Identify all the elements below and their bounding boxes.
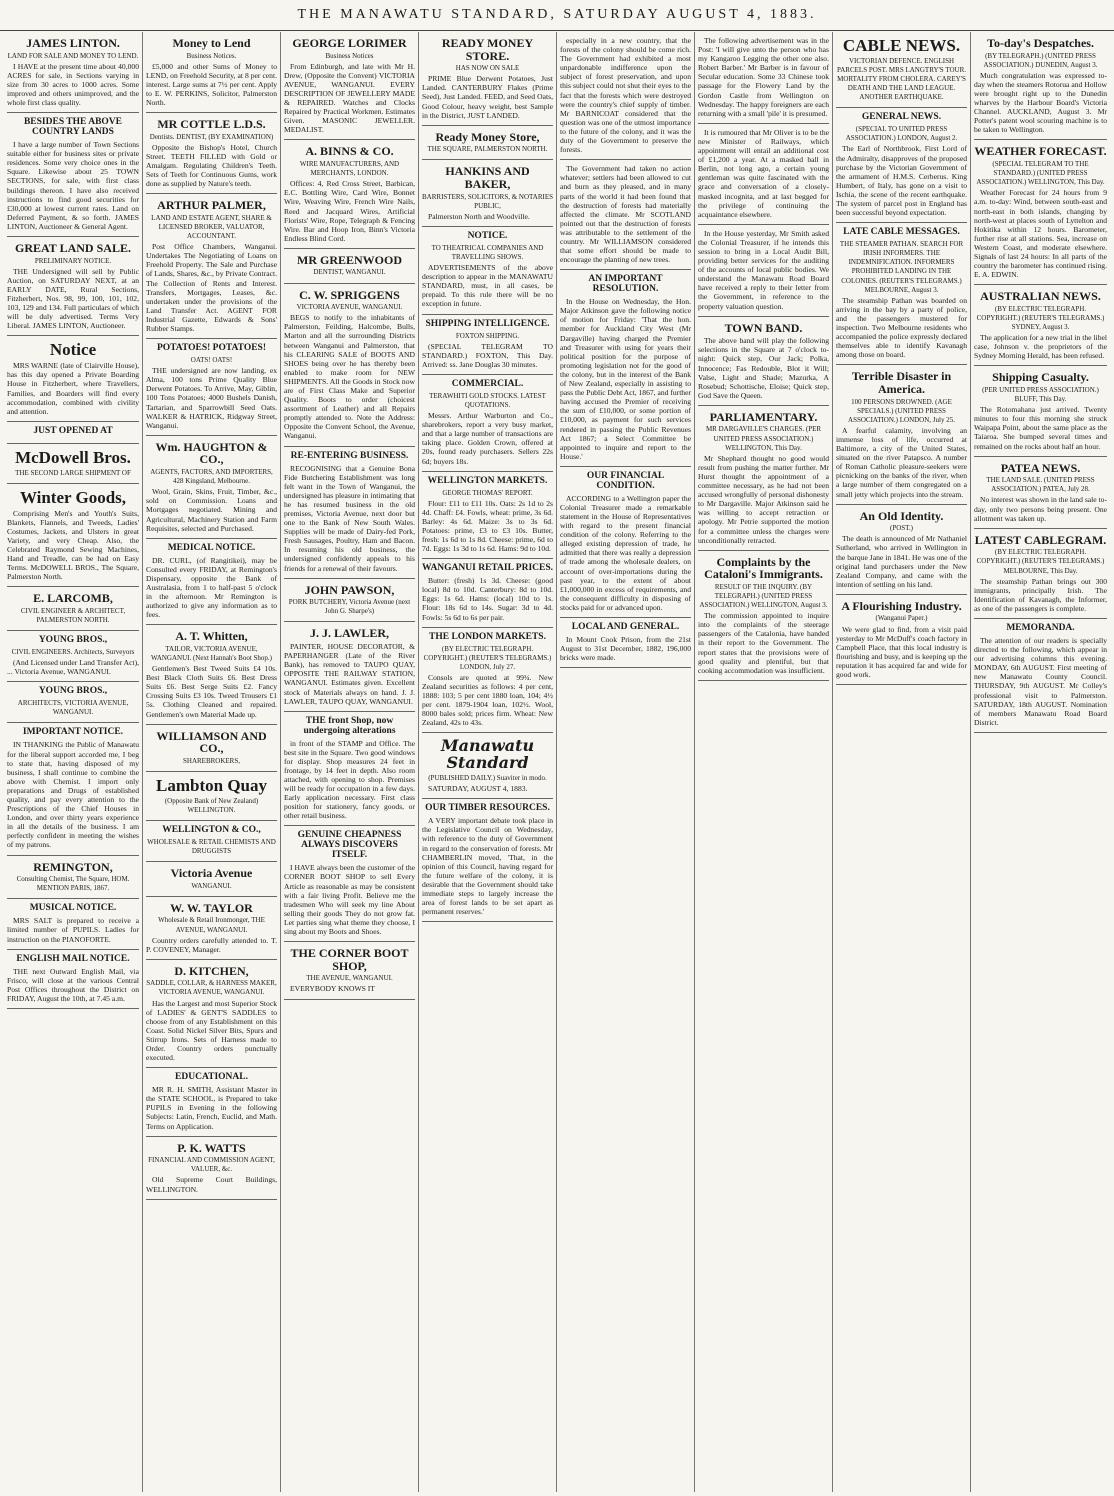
subheadline: (SPECIAL TO UNITED PRESS ASSOCIATION.) LONDON, August 2. [845, 125, 958, 143]
article-text: It is rumoured that Mr Oliver is to be the new Minister of Railways, which appointment will entail an additional cost of £1,200 a year. At a masked ball in Berlin, not long ago, a certain young gentleman was quite fascinated with the grace and conversation of a closely-masked incognita, and at last begged for the privilege of continuing the acquaintance elsewhere. [698, 127, 829, 219]
article-block [974, 619, 1107, 733]
column-8 [971, 32, 1110, 1492]
article-block [7, 336, 139, 421]
article-block [974, 457, 1107, 529]
subheadline: WHOLESALE & RETAIL CHEMISTS AND DRUGGISTS [147, 837, 276, 856]
subheadline: 100 PERSONS DROWNED. (AGE SPECIALS.) (UNITED PRESS ASSOCIATION.) LONDON, July 25. [848, 397, 955, 424]
article-text: Butter: (fresh) 1s 3d. Cheese: (good local) 8d to 10d. Canterbury: 8d to 10d. Eggs: 1s 6d. Hams: (local) 10d to 1s. Flour: 18s 6d to 14s. Sugar: 3d to 4d. Fowls: 5s 6d to 6s per pair. [422, 576, 553, 622]
article-block [974, 529, 1107, 619]
subheadline: SADDLE, COLLAR, & HARNESS MAKER, VICTORIA AVENUE, WANGANUI. [146, 979, 277, 997]
subheadline: (BY TELEGRAPH.) (UNITED PRESS ASSOCIATION.) DUNEDIN, August 3. [983, 51, 1098, 69]
headline: Money to Lend [172, 36, 251, 50]
headline: JOHN PAWSON, [304, 582, 395, 597]
article-block [146, 194, 277, 339]
subheadline: Wholesale & Retail Ironmonger, THE AVENUE, WANGANUI. [158, 916, 265, 934]
article-block [146, 1137, 277, 1200]
headline: An Old Identity. [859, 508, 944, 523]
subheadline: CIVIL ENGINEERS. Architects, Surveyors [11, 648, 135, 657]
article-block [7, 950, 139, 1009]
headline: YOUNG BROS., [38, 635, 108, 646]
subheadline: THE SECOND LARGE SHIPMENT OF [15, 468, 131, 477]
article-block [7, 856, 139, 900]
article-text: No interest was shown in the land sale to-day, only two persons being present. One allotment was taken up. [974, 495, 1107, 523]
article-block [836, 365, 967, 504]
headline: To-day's Despatches. [987, 36, 1094, 50]
article-text: I HAVE at the present time about 40,000 ACRES for sale, in Sections varying in size from 30 acres to 1000 acres. Some improved and others unimproved, and the whole first class quality. [7, 61, 139, 108]
column-2 [143, 32, 281, 1492]
subheadline: WANGANUI. [191, 881, 232, 890]
subheadline: AGENTS, FACTORS, AND IMPORTERS, 428 Kingsland, Melbourne. [150, 468, 273, 486]
headline: WEATHER FORECAST. [974, 144, 1107, 159]
headline: GEORGE LORIMER [292, 36, 407, 50]
headline: MEMORANDA. [1006, 622, 1075, 633]
subheadline: ARCHITECTS, VICTORIA AVENUE, WANGANUI. [17, 699, 129, 717]
article-block [560, 618, 691, 668]
subheadline: (Opposite Bank of New Zealand) WELLINGTON. [164, 796, 259, 814]
subheadline: OATS! OATS! [190, 356, 233, 365]
article-block [146, 862, 277, 897]
article-text: Much congratulation was expressed to-day when the steamers Rotorua and Hollow were brought right up to the Dunedin wharves by the Harbour Board's Victoria Channel. AUCKLAND, August 3. Mr Potter's patent wool scouring machine is to be taken to Wellington. [974, 70, 1107, 135]
headline: Ready Money Store, [435, 129, 540, 144]
column-6 [695, 32, 833, 1492]
article-block [284, 826, 415, 942]
headline: THE front Shop, now undergoing alterations [303, 715, 396, 736]
article-block [146, 339, 277, 436]
article-block [7, 113, 139, 237]
subheadline: LAND FOR SALE AND MONEY TO LEND. [7, 51, 139, 60]
article-text: The commission appointed to inquire into the complaints of the steerage passengers of the Catalonia, have handed in their report to the Government. The report states that the provisions were of good quality and plentiful, but that cooking accommodation was insufficient. [698, 611, 829, 675]
article-block [7, 899, 139, 949]
headline: Lambton Quay [156, 775, 267, 795]
headline: LOCAL AND GENERAL. [571, 622, 680, 633]
article-block [284, 712, 415, 827]
article-block [422, 375, 553, 472]
headline: TOWN BAND. [724, 320, 803, 335]
subheadline: (SPECIAL TELEGRAM TO THE STANDARD.) (UNITED PRESS ASSOCIATION.) WELLINGTON, This Day. [976, 160, 1105, 187]
headline: W. W. TAYLOR [170, 900, 253, 915]
article-block [974, 140, 1107, 285]
article-text: I HAVE always been the customer of the CORNER BOOT SHOP to sell Every Article as reasonable as may be consistent with a fair living Profit. Believe me the tradesmen Who will seek my line About selling their goods They do not grow fat. Let parties sing what theme they choose, I sing about my Boots and Shoes. [284, 863, 415, 937]
headline: BESIDES THE ABOVE COUNTRY LANDS [23, 117, 123, 138]
headline: A Flourishing Industry. [841, 598, 962, 613]
article-text: Comprising Men's and Youth's Suits, Blankets, Flannels, and Tweeds, Ladies' Costumes, Jackets, and Ulsters in great Variety, and very Cheap. Also, the Celebrated Raymond Sewing Machines, Hand and Treadle, can be had on Easy Terms. McDOWELL BROS., The Square, Palmerston North. [7, 508, 139, 582]
subheadline: TERAWHITI GOLD STOCKS. LATEST QUOTATIONS. [429, 391, 546, 409]
article-text: The Earl of Northbrook, First Lord of the Admiralty, disapproves of the proposed purchase by the Victorian Government of the armament of H.M.S. Cerberus. King Humbert, of Italy, has gone on a visit to Ischia, the scene of the recent earthquake. The system of parcel post in England has been successful beyond expectation. [836, 144, 967, 218]
article-text: The following advertisement was in the Post: 'I will give unto the person who has my Kangaroo Legging the other one also. Robert Barber.' Mr Barber is in favour of Secular education. Some 33 Chinese took passage for the Flowery Land by the Gordon Castle from Wellington on Wednesday. The happy foreigners are each returning with a small 'pile' it is presumed. [698, 36, 829, 118]
headline: WELLINGTON & CO., [162, 824, 261, 835]
article-text: Old Supreme Court Buildings, WELLINGTON. [146, 1175, 277, 1194]
article-block [146, 725, 277, 772]
article-block [974, 366, 1107, 456]
headline: Victoria Avenue [170, 866, 253, 881]
article-block [560, 32, 691, 160]
article-block [836, 32, 967, 108]
article-block [7, 682, 139, 723]
article-text: A fearful calamity, involving an immense loss of life, occurred at Baltimore, a city of the United States, situated on the river Patapsco. A number of Roman Catholic pleasure-seekers were picnicking on the banks of the river, when a large number of them congregated on a small jetty which projects into the stream. [836, 425, 967, 499]
subheadline: (BY ELECTRIC TELEGRAPH. COPYRIGHT.) (REUTER'S TELEGRAMS.) LONDON, July 27. [423, 644, 552, 671]
subheadline: THE AVENUE, WANGANUI. [306, 974, 393, 983]
headline: Wm. HAUGHTON & CO., [155, 439, 268, 467]
subheadline: THE SQUARE, PALMERSTON NORTH. [427, 145, 548, 154]
headline: HANKINS AND BAKER, [445, 164, 530, 192]
column-3 [281, 32, 419, 1492]
article-block [284, 579, 415, 623]
article-block [284, 249, 415, 284]
article-block [146, 1068, 277, 1136]
subheadline: (POST.) [889, 524, 913, 533]
article-text: From Edinburgh, and late with Mr H. Drew, (Opposite the Convent) VICTORIA AVENUE, WANGANUI. EVERY DESCRIPTION OF JEWELLERY MADE & REPAIRED. Watches and Clocks Repaired by Practical Workmen. Estimates Given. MASONIC JEWELLER. MEDALIST. [284, 61, 415, 135]
subheadline: (BY ELECTRIC TELEGRAPH. COPYRIGHT.) (REUTER'S TELEGRAMS.) SYDNEY, August 3. [976, 304, 1105, 332]
headline: A. BINNS & CO. [305, 144, 394, 159]
subheadline: (Wanganui Paper.) [875, 614, 928, 623]
article-text: PRIME Blue Derwent Potatoes, Just Landed. CANTERBURY Flakes (Prime Seed), Just Landed. FEED, and Seed Oats, Good Colour, heavy weight, best Sample in the District, JUST LANDED. [422, 74, 553, 120]
subheadline: Business Notices. [186, 51, 237, 60]
article-text: Country orders carefully attended to. T. P. COVENEY, Manager. [146, 935, 277, 954]
article-block [146, 436, 277, 539]
article-block [698, 32, 829, 124]
article-text: DR. CURL, (of Rangitikei), may be Consulted every FRIDAY, at Remington's Dispensary, opposite the Bank of Australasia, from 1 to half-past 5 o'clock in the afternoon. Mr Remington is authorized to give any information as to fees. [146, 555, 277, 620]
article-text: MRS WARNE (late of Clairville House), has this day opened a Private Boarding House in Fitzherbert, where Travellers, Families, and Boarders will find every accommodation, combined with civility and attention. [7, 361, 139, 416]
headline: READY MONEY STORE. [441, 36, 534, 63]
article-text: The steamship Pathan was boarded on arriving in the bay by a party of police, and the passengers mustered for inspection. Two Melbourne residents who accompanied the police expressly declared themselves able to identify Kavanagh among those on board. [836, 295, 967, 360]
subheadline: SHAREBROKERS, [183, 756, 240, 765]
headline: MR COTTLE L.D.S. [157, 117, 266, 132]
headline: AN IMPORTANT RESOLUTION. [588, 274, 663, 295]
article-text: especially in a new country, that the forests of the colony should be come rich. The Government had exhibited a most unpardonable indifference upon the subject of forest preservation, and upon this subject could not shut their eyes to the fact that the forests which were destroyed were the country's chief supply of timber. Mr BARNICOAT considered that the question was one of the utmost importance to the future of the colony, and it was the duty of the Government to preserve the forests. [560, 36, 691, 155]
article-text: The steamship Pathan brings out 300 immigrants, principally Irish. The Identification of Kavanagh, the Informer, as one of the passengers is complete. [974, 576, 1107, 613]
article-text: RECOGNISING that a Genuine Bona Fide Butchering Establishment was long felt want in the Town of Wanganui, the undersigned has pleasure in intimating that he has resumed business in the old premises, Victoria Avenue, next door but one to the Bank of New South Wales. Supplies will be made of Dairy-fed Pork, Fresh Sausages, Poultry, Ham and Bacon. In resuming his old business, the undersigned confidently appeals to his friends for a renewal of their favours. [284, 463, 415, 573]
article-text: The attention of our readers is specially directed to the following, which appear in our advertising columns this evening. MONDAY, 6th AUGUST. First meeting of new Manawatu County Council. THURSDAY, 9th AUGUST. Mr Colley's professional visit to Palmerston. SATURDAY, 18th AUGUST. Nomination of members Manawatu Road Board District. [974, 635, 1107, 727]
headline: MEDICAL NOTICE. [167, 542, 256, 553]
subheadline: TAILOR, VICTORIA AVENUE, WANGANUI. (Next Hannah's Boot Shop.) [150, 644, 273, 662]
subheadline: Consulting Chemist, The Square, HOM. MENTION PARIS, 1867. [16, 875, 130, 893]
article-block [146, 897, 277, 960]
article-block [7, 484, 139, 588]
article-text: THE Undersigned will sell by Public Auction, on SATURDAY NEXT, at an EARLY DATE, Rural Sections, Fitzherbert, Nos. 98, 99, 100, 101, 102, 103, 129 and 134. Full particulars of which will be duly advertised. Terms Very Liberal. JAMES LINTON, Auctioneer. [7, 266, 139, 331]
article-text: ACCORDING to a Wellington paper the Colonial Treasurer made a remarkable statement in the House of Representatives with regard to the present financial condition of the colony. Referring to the alleged existing depression of trade, he admitted that there was really a depression of trade among the wholesale dealers, on account of over-importations during the past year, to the extent of about £1,000,000 in excess of requirements, and the consequent difficulty in disposing of stocks paid for or advanced upon. [560, 493, 691, 612]
headline: COMMERCIAL. [451, 378, 524, 389]
article-text: MRS SALT is prepared to receive a limited number of PUPILS. Ladies for instruction on the PIANOFORTE. [7, 916, 139, 944]
article-text: Has the Largest and most Superior Stock of LADIES' & GENT'S SADDLES to choose from of any Establishment on this Coast. Solid Nickel Silver Bits, Spurs and Stirrup Irons. Sets of Harness made to Order. Country orders punctually executed. [146, 998, 277, 1063]
subheadline: TO THEATRICAL COMPANIES AND TRAVELLING SHOWS. [431, 243, 544, 261]
headline: OUR TIMBER RESOURCES. [425, 803, 550, 814]
subheadline: THE STEAMER PATHAN. SEARCH FOR IRISH INFORMERS. THE INDEMNIFICATION. INFORMERS PROHIBITED LANDING IN THE COLONIES. (REUTER'S TELEGRAMS.) MELBOURNE, August 3. [839, 240, 964, 294]
headline: WILLIAMSON AND CO., [156, 728, 267, 756]
article-block [698, 124, 829, 225]
article-block [560, 467, 691, 618]
headline: YOUNG BROS., [38, 686, 108, 697]
article-block [422, 126, 553, 161]
article-text: ADVERTISEMENTS of the above description to appear in the MANAWATU STANDARD, must, in all cases, be prepaid. To this rule there will be no exception in future. [422, 263, 553, 309]
article-block [146, 960, 277, 1068]
article-block [146, 772, 277, 821]
headline: D. KITCHEN, [174, 963, 249, 978]
subheadline: FINANCIAL AND COMMISSION AGENT, VALUER, &c. [148, 1156, 275, 1174]
headline: MR GREENWOOD [297, 252, 402, 267]
article-block [836, 108, 967, 223]
article-block [7, 32, 139, 113]
article-block [422, 628, 553, 734]
headline: PARLIAMENTARY. [709, 409, 818, 424]
article-block [284, 32, 415, 140]
article-text: We were glad to find, from a visit paid yesterday to Mr McDuff's coach factory in Campbell Place, that this local industry is flourishing and busy, and is keeping up the reputation it has acquired far and wide for good work. [836, 624, 967, 680]
subheadline: GEORGE THOMAS' REPORT. [442, 488, 533, 497]
article-text: The application for a new trial in the libel case, Johnson v. the proprietors of the Sydney Morning Herald, has been refused. [974, 333, 1107, 361]
subheadline: RESULT OF THE INQUIRY. (BY TELEGRAPH.) (UNITED PRESS ASSOCIATION.) WELLINGTON, August 3. [699, 582, 828, 610]
article-text: In Mount Cook Prison, from the 21st August to 31st December, 1882, 196,000 bricks were made. [560, 635, 691, 663]
headline: GENUINE CHEAPNESS ALWAYS DISCOVERS ITSELF. [297, 830, 402, 861]
article-text: The above band will play the following selections in the Square at 7 o'clock to-night: Quick step, Our Jack; Polka, Innocence; Fas Redouble, Blot it Will; Valse, Light and Shade; Mazurka, A Rosebud; Schottische, Eloise; Quick step, God Save the Queen. [698, 336, 829, 400]
headline: CABLE NEWS. [842, 36, 961, 55]
article-block [422, 160, 553, 226]
article-block [7, 723, 139, 855]
article-text: MR R. H. SMITH, Assistant Master in the STATE SCHOOL, is Prepared to take PUPILS in Evening in the following Subjects: Latin, French, Euclid, and Math. Terms on Application. [146, 1085, 277, 1131]
article-text: A VERY important debate took place in the Legislative Council on Wednesday, with reference to the duty of Government in regard to the conservation of forests. Mr CHAMBERLIN moved, 'That, in the opinion of this Council, having regard for the future welfare of the colony, it is desirable that the Government should take immediate steps to largely increase the area of forest lands to be set apart as permanent reserves.' [422, 816, 553, 917]
article-block [698, 406, 829, 551]
article-text: IN THANKING the Public of Manawatu for the liberal support accorded me, I beg to state that, having disposed of my business, I shall continue to combine the above with Chemist. I import only preparations and Drugs of established quality, and pay every attention to the Prescriptions of the Chief Houses in London, and over thirty years experience in all the details of the business. I am perfectly confident in meeting the wishes of my patrons. [7, 740, 139, 850]
headline: EDUCATIONAL. [175, 1072, 248, 1083]
headline: THE CORNER BOOT SHOP, [290, 946, 409, 973]
article-text: Messrs. Arthur Warburton and Co., sharebrokers, report a very busy market, and that a large number of transactions are taking place. Golden Crown, offered at 20s, found ready purchasers. Sellers 22s 6d; buyers 18s. [422, 411, 553, 466]
article-text: Consols are quoted at 99¾. New Zealand securities as follows: 4 per cent, 1888: 103; 5 per cent 1880 loan, 104; 4½ per cent. 1879-1904 loan, 102½. Wool, 8000 bales sold; prices firm. Wheat: New Zealand, 42s to 43s. [422, 672, 553, 728]
subheadline: LAND AND ESTATE AGENT, SHARE & LICENSED BROKER, VALUATOR, ACCOUNTANT. [151, 213, 272, 241]
article-block [7, 237, 139, 336]
subheadline: FOXTON SHIPPING. [455, 331, 520, 340]
headline: THE LONDON MARKETS. [429, 631, 546, 642]
article-block [422, 559, 553, 627]
article-text: THE next Outward English Mail, via Frisco, will close at the various Central Post Offices throughout the District on FRIDAY, August the 10th, at 7.45 a.m. [7, 966, 139, 1003]
headline: LATE CABLE MESSAGES. [843, 227, 960, 238]
column-7 [833, 32, 971, 1492]
article-text: Opposite the Bishop's Hotel, Church Street. TEETH FILLED with Gold or Amalgam. Regulating Children's Teeth. Sets of Teeth for Continuous Gums, work done as supplied by Nature's teeth. [146, 142, 277, 189]
headline: J. J. LAWLER, [309, 626, 389, 641]
article-block [7, 422, 139, 444]
subheadline: CIVIL ENGINEER & ARCHITECT, PALMERSTON NORTH. [20, 606, 126, 624]
article-text: (SPECIAL TELEGRAM TO STANDARD.) FOXTON, This Day. Arrived: ss. Jane Douglas 30 minutes. [422, 341, 553, 369]
headline: Terrible Disaster in America. [851, 369, 952, 396]
headline: MUSICAL NOTICE. [29, 903, 117, 914]
article-block [560, 270, 691, 467]
article-text: Post Office Chambers, Wanganui. Undertakes The Negotiating of Loans on Freehold Property. The Sale and Purchase of Lands, Shares, &c., by Private Contract. The Collection of Rents and Interest. Transfers, Mortgages, Leases, &c. undertaken under the provisions of the Land Transfer Act. AGENT FOR Industrial Gazette, Edwards & Sons' Rubber Stamps. [146, 242, 277, 334]
article-block [284, 140, 415, 248]
article-text: I have a large number of Town Sections suitable either for business sites or private residences. Some very choice ones in the Square. Likewise about 25 TOWN SECTIONS, for sale, with first class buildings thereon. I have also received instructions to find good securities for £30,000 at lowest current rates. Land on Deferred Payment, & so forth. JAMES LINTON, Auctioneer & General Agent. [7, 140, 139, 231]
subheadline: MR DARGAVILLE'S CHARGES. (PER UNITED PRESS ASSOCIATION.) WELLINGTON, This Day. [705, 425, 822, 452]
headline: POTATOES! POTATOES! [156, 343, 266, 354]
article-block [560, 160, 691, 270]
subheadline: BARRISTERS, SOLICITORS, & NOTARIES PUBLIC, [422, 192, 553, 210]
headline: OUR FINANCIAL CONDITION. [586, 470, 665, 491]
subheadline: PRELIMINARY NOTICE. [34, 256, 112, 265]
article-text: PAINTER, HOUSE DECORATOR, & PAPERHANGER (Late of the River Bank), has removed to TAUPO QUAY, OPPOSITE THE RAILWAY STATION, WANGANUI. Estimates given. Excellent stock of Materials always on hand. J. J. LAWLER, TAUPO QUAY, WANGANUI. [284, 642, 415, 706]
article-text: Weather Forecast for 24 hours from 9 a.m. to-day: Wind, between south-east and north-east in both islands, changing by north-west at places south of Lyttelton and Hokitika within 12 hours. Barometer, further rise at all stations. Sea, increase on Western Coast, and moderate elsewhere. Signals of last 24 hours: In all parts of the country the barometer has continued rising. E. A. EDWIN. [974, 188, 1107, 280]
headline: PATEA NEWS. [1000, 460, 1081, 475]
subheadline: WIRE MANUFACTURERS, AND MERCHANTS, LONDON. [299, 160, 400, 178]
article-text: In the House yesterday, Mr Smith asked the Colonial Treasurer, if he intends this session to bring in a Local Audit Bill, providing better services for the auditing of the accounts of local public bodies. We understand the Manawatu Road Board have received a reply to their letter from the Government, in reference to the property valuation question. [698, 228, 829, 311]
article-block [284, 284, 415, 447]
headline: Notice [49, 340, 97, 360]
article-block [284, 942, 415, 999]
article-text: EVERYBODY KNOWS IT [290, 984, 375, 994]
headline: LATEST CABLEGRAM. [974, 532, 1107, 547]
article-block [146, 539, 277, 626]
article-block [146, 821, 277, 862]
column-5 [557, 32, 695, 1492]
subheadline: Business Notices [325, 51, 374, 60]
headline: E. LARCOMB, [33, 591, 113, 606]
article-text: Wool, Grain, Skins, Fruit, Timber, &c., sold on Commission. Loans and Mortgages negotiated. Mining and Agricultural, Machinery Station and Farm Requisites, selected and Purchased. [146, 487, 277, 533]
article-text: Gentlemen's Best Tweed Suits £4 10s. Best Black Cloth Suits £6. Best Dress Suits £6. Best Serge Suits £2. Fancy Crossing Suits £3 10s. Tweed Trousers £1 5s. Clothing Cleaned and repaired. Gentlemen's own Material Made up. [146, 664, 277, 719]
article-block [836, 505, 967, 595]
headline: WELLINGTON MARKETS. [427, 475, 548, 486]
article-block [422, 799, 553, 922]
article-text: In the House on Wednesday, the Hon. Major Atkinson gave the following notice of motion for Friday: 'That the hon. member for Auckland City West (Mr Dargaville) having charged the Premier and Treasurer with using for years their political position for the purpose of promoting legislation not for the good of the colony, but in the interest of the Bank of New Zealand, especially in assisting to pass the Public Debt Act, 1867, and further having accused the Premier of receiving the sum of £10,000, or some portion of £10,000, as payment for such services rendered in passing the Public Revenues Act 1867; a Select Committee be appointed to inquire and report to the House.' [560, 297, 691, 461]
headline: P. K. WATTS [177, 1140, 246, 1155]
article-block [7, 444, 139, 484]
masthead: THE MANAWATU STANDARD, SATURDAY AUGUST 4, 1883. [0, 0, 1114, 31]
article-text: BEGS to notify to the inhabitants of Palmerston, Feilding, Halcombe, Bulls, Marton and all the surrounding Districts between Wanganui and Palmerston, that his CLEARING SALE of BOOTS AND SHOES being over he has thereby been enabled to make room for NEW SHIPMENTS. All the Goods in Stock now are of First Class Make and Superior Quality. Boots to order (choicest assortment of Leather) and all Repairs promptly attended to. Note the Address: Opposite the Convent School, the Avenue, Wanganui. [284, 313, 415, 441]
article-block [146, 113, 277, 194]
subheadline: HAS NOW ON SALE [455, 64, 520, 73]
article-text: The Government had taken no action whatever; settlers had been allowed to cut and burn as they pleased, and in many parts of the world it had been found that the destruction of forests had materially affected the climate. Mr SCOTLAND pointed out that the destruction of forests was attributable to the settlement of the country. Mr WILLIAMSON considered that some effort should be made to encourage the planting of new trees. [560, 164, 691, 265]
article-block [422, 472, 553, 560]
headline: McDowell Bros. [15, 447, 131, 467]
headline: ARTHUR PALMER, [157, 198, 266, 213]
article-text: SATURDAY, AUGUST 4, 1883. [428, 784, 528, 794]
article-text: £5,000 and other Sums of Money to LEND, on Freehold Security, at 8 per cent. interest. Large sums at 7½ per cent. Apply to E. W. PERKINS, Solicitor, Palmerston North. [146, 61, 277, 108]
headline: NOTICE. [467, 230, 508, 241]
article-block [698, 551, 829, 681]
column-4 [419, 32, 557, 1492]
article-text: Mr Shephard thought no good would result from pushing the matter further. Mr Hurst thought the appointment of a committee necessary, as he had not been accused wrongfully of personal dishonesty to Mr Dargaville. Major Atkinson said he was willing to accept retraction or apology. Mr Petrie supported the motion for a committee unless the charges were unconditionally retracted. [698, 453, 829, 545]
article-block [7, 587, 139, 631]
subheadline: VICTORIAN DEFENCE. ENGLISH PARCELS POST. MRS LANGTRY'S TOUR. MORTALITY FROM CHOLERA. CAREY'S DEATH AND THE LAND LEAGUE. ANOTHER EARTHQUAKE. [837, 56, 966, 102]
column-1 [4, 32, 143, 1492]
subheadline: THE LAND SALE. (UNITED PRESS ASSOCIATION.) PATEA, July 28. [986, 476, 1095, 494]
headline: GREAT LAND SALE. [15, 241, 131, 256]
article-block [422, 227, 553, 315]
subheadline: (BY ELECTRIC TELEGRAPH. COPYRIGHT.) (REUTER'S TELEGRAMS.) MELBOURNE, This Day. [976, 548, 1105, 575]
headline: SHIPPING INTELLIGENCE. [425, 318, 550, 329]
headline: C. W. SPRIGGENS [299, 287, 400, 302]
article-block [422, 32, 553, 126]
article-block [422, 733, 553, 799]
subheadline: DENTIST, WANGANUI. [313, 268, 386, 277]
article-block [974, 32, 1107, 140]
article-block [974, 285, 1107, 366]
article-block [7, 631, 139, 682]
article-block [698, 317, 829, 406]
article-block [146, 32, 277, 113]
article-text: Offices: 4, Red Cross Street, Barbican, E.C. Bottling Wire, Card Wire, Bonnet Wire, Weaving Wire, French Wire Nails, Reed and Jacquard Wires, Artificial Florists' Wire, Rope, Telegraph & Fencing Wire. Bar and Hoop Iron, Binn's Victoria Endless Blind Cord. [284, 179, 415, 243]
headline: REMINGTON, [33, 859, 113, 874]
headline: Manawatu Standard [440, 736, 535, 773]
headline: ENGLISH MAIL NOTICE. [16, 953, 130, 964]
article-block [284, 447, 415, 579]
article-text: (And Licensed under Land Transfer Act), ... Victoria Avenue, WANGANUI. [7, 658, 139, 677]
subheadline: PORK BUTCHERY, Victoria Avenue (next John G. Sharpe's) [288, 598, 411, 616]
article-block [422, 315, 553, 375]
article-text: The Rotomahana just arrived. Twenty minutes to four this morning she struck Waipapa Point, about the same place as the Taiaroa. She bumped several times and remained on the rocks about half an hour. [974, 405, 1107, 451]
article-block [146, 625, 277, 724]
headline: Shipping Casualty. [992, 370, 1089, 385]
subheadline: (PER UNITED PRESS ASSOCIATION.) BLUFF, This Day. [982, 386, 1099, 404]
headline: JAMES LINTON. [26, 36, 120, 50]
headline: RE-ENTERING BUSINESS. [290, 450, 409, 461]
article-text: THE undersigned are now landing, ex Alma, 100 tons Prime Quality Blue Derwent Potatoes. To Arrive, May, Giblin, 100 Tons Potatoes; 4000 Bushels Danish, Tartarian, and Sparrowbill Seed Oats. WALKER & HATRICK, Ridgway Street, Wanganui. [146, 366, 277, 430]
article-text: Palmerston North and Woodville. [428, 211, 530, 221]
article-text: The death is announced of Mr Nathaniel Sutherland, who arrived in Wellington in the barque Jane in 1841. He was one of the original land purchasers under the New Zealand Company, and came with the intention of settling on his land. [836, 534, 967, 589]
subheadline: VICTORIA AVENUE, WANGANUI. [296, 303, 403, 312]
article-block [836, 223, 967, 365]
headline: IMPORTANT NOTICE. [22, 727, 124, 738]
article-block [284, 622, 415, 711]
headline: A. T. Whitten, [175, 629, 248, 644]
article-text: Flour: £11 to £11 10s. Oats: 2s 1d to 2s 4d. Chaff: £4. Fowls, wheat: prime, 3s 6d. Barley: 4s 6d. Maize: 3s to 3s 6d. Potatoes: prime, £3 to £3 10s. Butter, fresh: 1s 6d to 1s 8d. Cheese: prime, 6d to 7d. Eggs: 1s 3d to 1s 6d. Hams: 9d to 10d. [422, 498, 553, 554]
headline: JUST OPENED AT [33, 425, 113, 436]
newspaper-page [4, 32, 1110, 1492]
article-text: in front of the STAMP and Office. The best site in the Square. Two good windows for display. Shop measures 24 feet in frontage, by 14 feet in depth. Also room attached, with opening to shop. Premises will be ready for occupation in a few days. Early application necessary. First class position for stationery, fancy goods, or other retail business. [284, 738, 415, 821]
headline: GENERAL NEWS. [861, 112, 942, 123]
article-block [698, 225, 829, 317]
article-block [836, 595, 967, 685]
headline: AUSTRALIAN NEWS. [980, 289, 1101, 304]
headline: Winter Goods, [19, 487, 127, 507]
headline: WANGANUI RETAIL PRICES. [422, 563, 554, 574]
headline: Complaints by the Cataloni's Immigrants. [704, 554, 823, 582]
subheadline: Dentists. DENTIST, (BY EXAMINATION) [149, 132, 274, 141]
subheadline: (PUBLISHED DAILY.) Suaviter in modo. [428, 774, 547, 783]
